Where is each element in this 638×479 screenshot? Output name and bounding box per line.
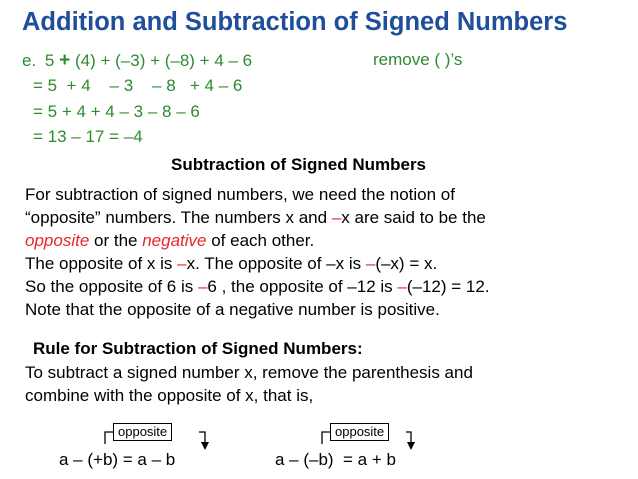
paragraph-line-2: “opposite” numbers. The numbers x and –x are said to be the [25,208,486,227]
example-line-2: = 5 + 4 – 3 – 8 + 4 – 6 [33,76,243,95]
page-title: Addition and Subtraction of Signed Numbers [22,8,568,36]
rule-line-2: combine with the opposite of x, that is, [25,386,314,405]
example-note: remove ( )’s [373,50,463,69]
paragraph-line-4: The opposite of x is –x. The opposite of –x is –(–x) = x. [25,254,438,273]
red-minus: – [397,277,407,296]
opposite-label-2: opposite [330,423,389,441]
example-expr-b: (4) + (–3) + (–8) + 4 – 6 [74,51,253,70]
red-minus: – [197,277,208,296]
formula-2: a – (–b) = a + b [275,450,396,469]
example-prefix: e. [22,51,37,70]
paragraph-line-3: opposite or the negative of each other. [25,231,315,250]
paragraph-line-1: For subtraction of signed numbers, we need the notion of [25,185,455,204]
paragraph-line-6: Note that the opposite of a negative number is positive. [25,300,440,319]
paragraph-line-5: So the opposite of 6 is –6 , the opposite of –12 is –(–12) = 12. [25,277,490,296]
example-plus-sign: + [59,50,71,71]
term-opposite: opposite [25,231,90,250]
term-negative: negative [142,231,207,250]
section-heading: Subtraction of Signed Numbers [171,155,427,174]
rule-line-1: To subtract a signed number x, remove the parenthesis and [25,363,473,382]
rule-heading: Rule for Subtraction of Signed Numbers: [33,339,363,358]
example-expr-a: 5 [44,51,55,70]
red-minus: – [331,208,342,227]
red-minus: – [365,254,376,273]
example-line-3: = 5 + 4 + 4 – 3 – 8 – 6 [33,102,200,121]
red-minus: – [177,254,187,273]
formula-1: a – (+b) = a – b [59,450,176,469]
opposite-label-1: opposite [113,423,172,441]
example-line-4: = 13 – 17 = –4 [33,127,143,146]
